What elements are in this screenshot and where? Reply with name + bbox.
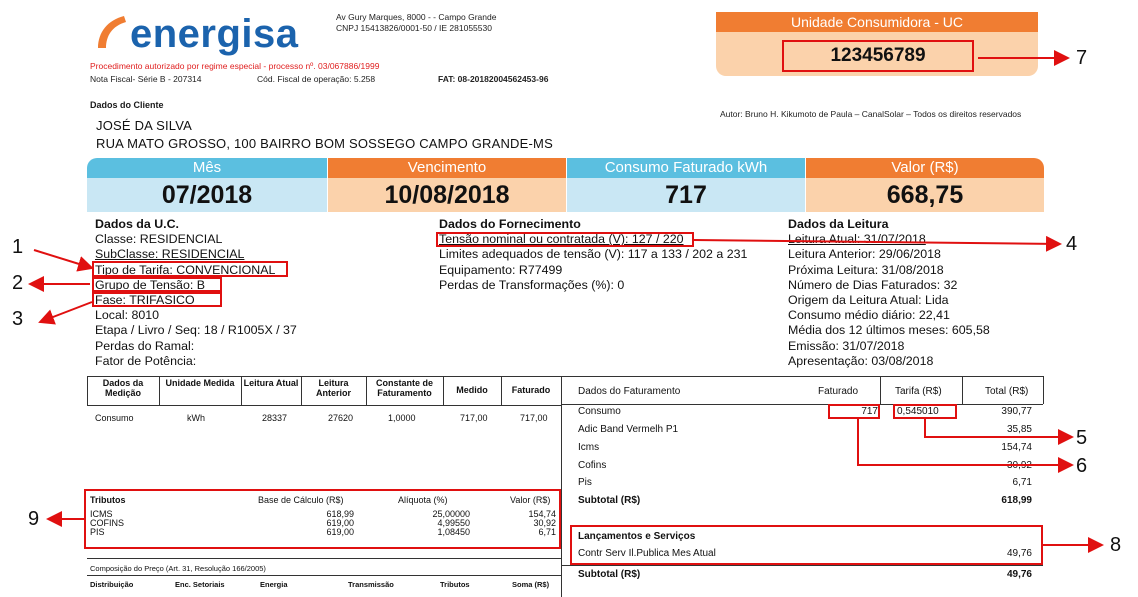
subtotal-label: Subtotal (R$) — [578, 495, 641, 506]
uc-title: Unidade Consumidora - UC — [716, 12, 1038, 32]
medicao-cell: 717,00 — [520, 413, 548, 423]
tributo-valor: 30,92 — [533, 518, 556, 528]
leitura-line: Número de Dias Faturados: 32 — [788, 277, 958, 292]
composicao-header: Soma (R$) — [512, 580, 550, 589]
medicao-cell: 1,0000 — [388, 413, 416, 423]
fat-row-total: 30,92 — [1006, 460, 1032, 471]
composicao-header: Enc. Setoriais — [175, 580, 225, 589]
tributo-aliquota: 25,00000 — [432, 509, 470, 519]
fat-row-tarifa: 0,545010 — [897, 406, 939, 417]
fat-number: FAT: 08-20182004562453-96 — [438, 74, 549, 84]
leitura-line: Próxima Leitura: 31/08/2018 — [788, 262, 944, 277]
composicao-header: Energia — [260, 580, 288, 589]
cnpj-line: CNPJ 15413826/0001-50 / IE 281055530 — [336, 23, 492, 33]
tributos-header: Base de Cálculo (R$) — [258, 495, 344, 505]
medicao-header: Medido — [456, 385, 488, 395]
medicao-header: Faturado — [511, 385, 551, 395]
dados-uc-line: Fator de Potência: — [95, 353, 197, 368]
client-address: RUA MATO GROSSO, 100 BAIRRO BOM SOSSEGO CAMPO GRANDE-MS — [96, 136, 553, 151]
fat-row-total: 390,77 — [1001, 406, 1032, 417]
tributos-header: Alíquota (%) — [398, 495, 448, 505]
tributo-name: ICMS — [90, 509, 113, 519]
fat-header: Faturado — [818, 386, 859, 397]
tributo-name: PIS — [90, 527, 105, 537]
fat-row-total: 35,85 — [1006, 424, 1032, 435]
leitura-line: Leitura Atual: 31/07/2018 — [788, 232, 926, 247]
leitura-line: Emissão: 31/07/2018 — [788, 338, 905, 353]
servico-label: Contr Serv Il.Publica Mes Atual — [578, 548, 716, 559]
summary-value: 668,75 — [806, 178, 1044, 212]
fat-row-label: Consumo — [578, 406, 621, 417]
medicao-header: Leitura Anterior — [315, 378, 351, 398]
servico-value: 49,76 — [1006, 548, 1032, 559]
leitura-heading: Dados da Leitura — [788, 217, 889, 231]
tributo-base: 619,00 — [326, 518, 354, 528]
summary-value: 10/08/2018 — [328, 178, 566, 212]
fornecimento-line: Limites adequados de tensão (V): 117 a 133 / 202 a 231 — [439, 247, 748, 262]
annotation-3: 3 — [12, 308, 24, 330]
leitura-line: Apresentação: 03/08/2018 — [788, 353, 934, 368]
client-name: JOSÉ DA SILVA — [96, 118, 193, 133]
tributo-base: 618,99 — [326, 509, 354, 519]
fat-row-label: Pis — [578, 477, 592, 488]
subtotal2-label: Subtotal (R$) — [578, 569, 641, 580]
dados-uc-line: SubClasse: RESIDENCIAL — [95, 247, 245, 262]
dados-uc-heading: Dados da U.C. — [95, 217, 179, 231]
dados-uc-line: Local: 8010 — [95, 308, 160, 323]
tributo-aliquota: 4,99550 — [437, 518, 470, 528]
composicao-header: Transmissão — [348, 580, 394, 589]
dados-uc-line: Fase: TRIFASICO — [95, 293, 195, 308]
fornecimento-heading: Dados do Fornecimento — [439, 217, 581, 231]
fat-row-label: Cofins — [578, 460, 607, 471]
fat-row-faturado: 717 — [861, 406, 878, 417]
annotation-7: 7 — [1076, 47, 1088, 69]
fat-header: Total (R$) — [985, 386, 1029, 397]
medicao-header: Constante de Faturamento — [375, 378, 433, 398]
fat-row-label: Icms — [578, 442, 600, 453]
summary-label: Valor (R$) — [806, 158, 1044, 178]
summary-label: Mês — [87, 158, 327, 178]
fornecimento-line: Tensão nominal ou contratada (V): 127 / 220 — [439, 232, 684, 247]
dados-uc-line: Etapa / Livro / Seq: 18 / R1005X / 37 — [95, 323, 297, 338]
nota-fiscal: Nota Fiscal- Série B - 207314 — [90, 74, 202, 84]
medicao-cell: Consumo — [95, 413, 134, 423]
tributo-base: 619,00 — [326, 527, 354, 537]
fat-row-total: 6,71 — [1012, 477, 1032, 488]
annotation-8: 8 — [1110, 534, 1122, 556]
client-heading: Dados do Cliente — [90, 100, 164, 110]
annotation-4: 4 — [1066, 233, 1078, 255]
medicao-cell: 28337 — [262, 413, 288, 423]
summary-value: 717 — [567, 178, 805, 212]
medicao-cell: kWh — [187, 413, 205, 423]
servicos-heading: Lançamentos e Serviços — [578, 531, 696, 542]
subtotal2-value: 49,76 — [1006, 569, 1032, 580]
dados-uc-line: Classe: RESIDENCIAL — [95, 232, 223, 247]
annotation-9: 9 — [28, 508, 40, 530]
fornecimento-line: Equipamento: R77499 — [439, 262, 563, 277]
procedure-text: Procedimento autorizado por regime especial - processo nº. 03/067886/1999 — [90, 61, 380, 71]
summary-label: Vencimento — [328, 158, 566, 178]
dados-uc-line: Perdas do Ramal: — [95, 338, 195, 353]
medicao-cell: 27620 — [328, 413, 354, 423]
address-line: Av Gury Marques, 8000 - - Campo Grande — [336, 12, 497, 22]
annotation-2: 2 — [12, 272, 24, 294]
dados-uc-line: Tipo de Tarifa: CONVENCIONAL — [95, 262, 276, 277]
composicao-header: Tributos — [440, 580, 470, 589]
medicao-cell: 717,00 — [460, 413, 488, 423]
medicao-header: Leitura Atual — [243, 378, 299, 388]
summary-label: Consumo Faturado kWh — [567, 158, 805, 178]
annotation-6: 6 — [1076, 455, 1088, 477]
leitura-line: Consumo médio diário: 22,41 — [788, 308, 950, 323]
leitura-line: Média dos 12 últimos meses: 605,58 — [788, 323, 990, 338]
dados-uc-line: Grupo de Tensão: B — [95, 277, 205, 292]
composicao-title: Composição do Preço (Art. 31, Resolução 166/2005) — [90, 564, 266, 573]
tributos-header: Tributos — [90, 495, 126, 505]
subtotal-value: 618,99 — [1001, 495, 1032, 506]
medicao-header: Dados da Medição — [102, 378, 144, 398]
tributo-valor: 154,74 — [528, 509, 556, 519]
author-credit: Autor: Bruno H. Kikumoto de Paula – CanalSolar – Todos os direitos reservados — [720, 109, 1022, 119]
uc-number: 123456789 — [782, 40, 974, 72]
tributo-aliquota: 1,08450 — [437, 527, 470, 537]
cfop: Cód. Fiscal de operação: 5.258 — [257, 74, 376, 84]
tributo-name: COFINS — [90, 518, 125, 528]
fat-row-label: Adic Band Vermelh P1 — [578, 424, 679, 435]
leitura-line: Leitura Anterior: 29/06/2018 — [788, 247, 941, 262]
logo-text: energisa — [130, 12, 299, 56]
tributos-header: Valor (R$) — [510, 495, 551, 505]
annotation-5: 5 — [1076, 427, 1088, 449]
fat-row-total: 154,74 — [1001, 442, 1032, 453]
fat-header: Tarifa (R$) — [895, 386, 942, 397]
summary-value: 07/2018 — [87, 178, 327, 212]
medicao-header: Unidade Medida — [165, 378, 235, 388]
annotation-1: 1 — [12, 236, 24, 258]
composicao-header: Distribuição — [90, 580, 134, 589]
tributo-valor: 6,71 — [538, 527, 556, 537]
fornecimento-line: Perdas de Transformações (%): 0 — [439, 277, 625, 292]
leitura-line: Origem da Leitura Atual: Lida — [788, 293, 949, 308]
fat-header: Dados do Faturamento — [578, 386, 681, 397]
